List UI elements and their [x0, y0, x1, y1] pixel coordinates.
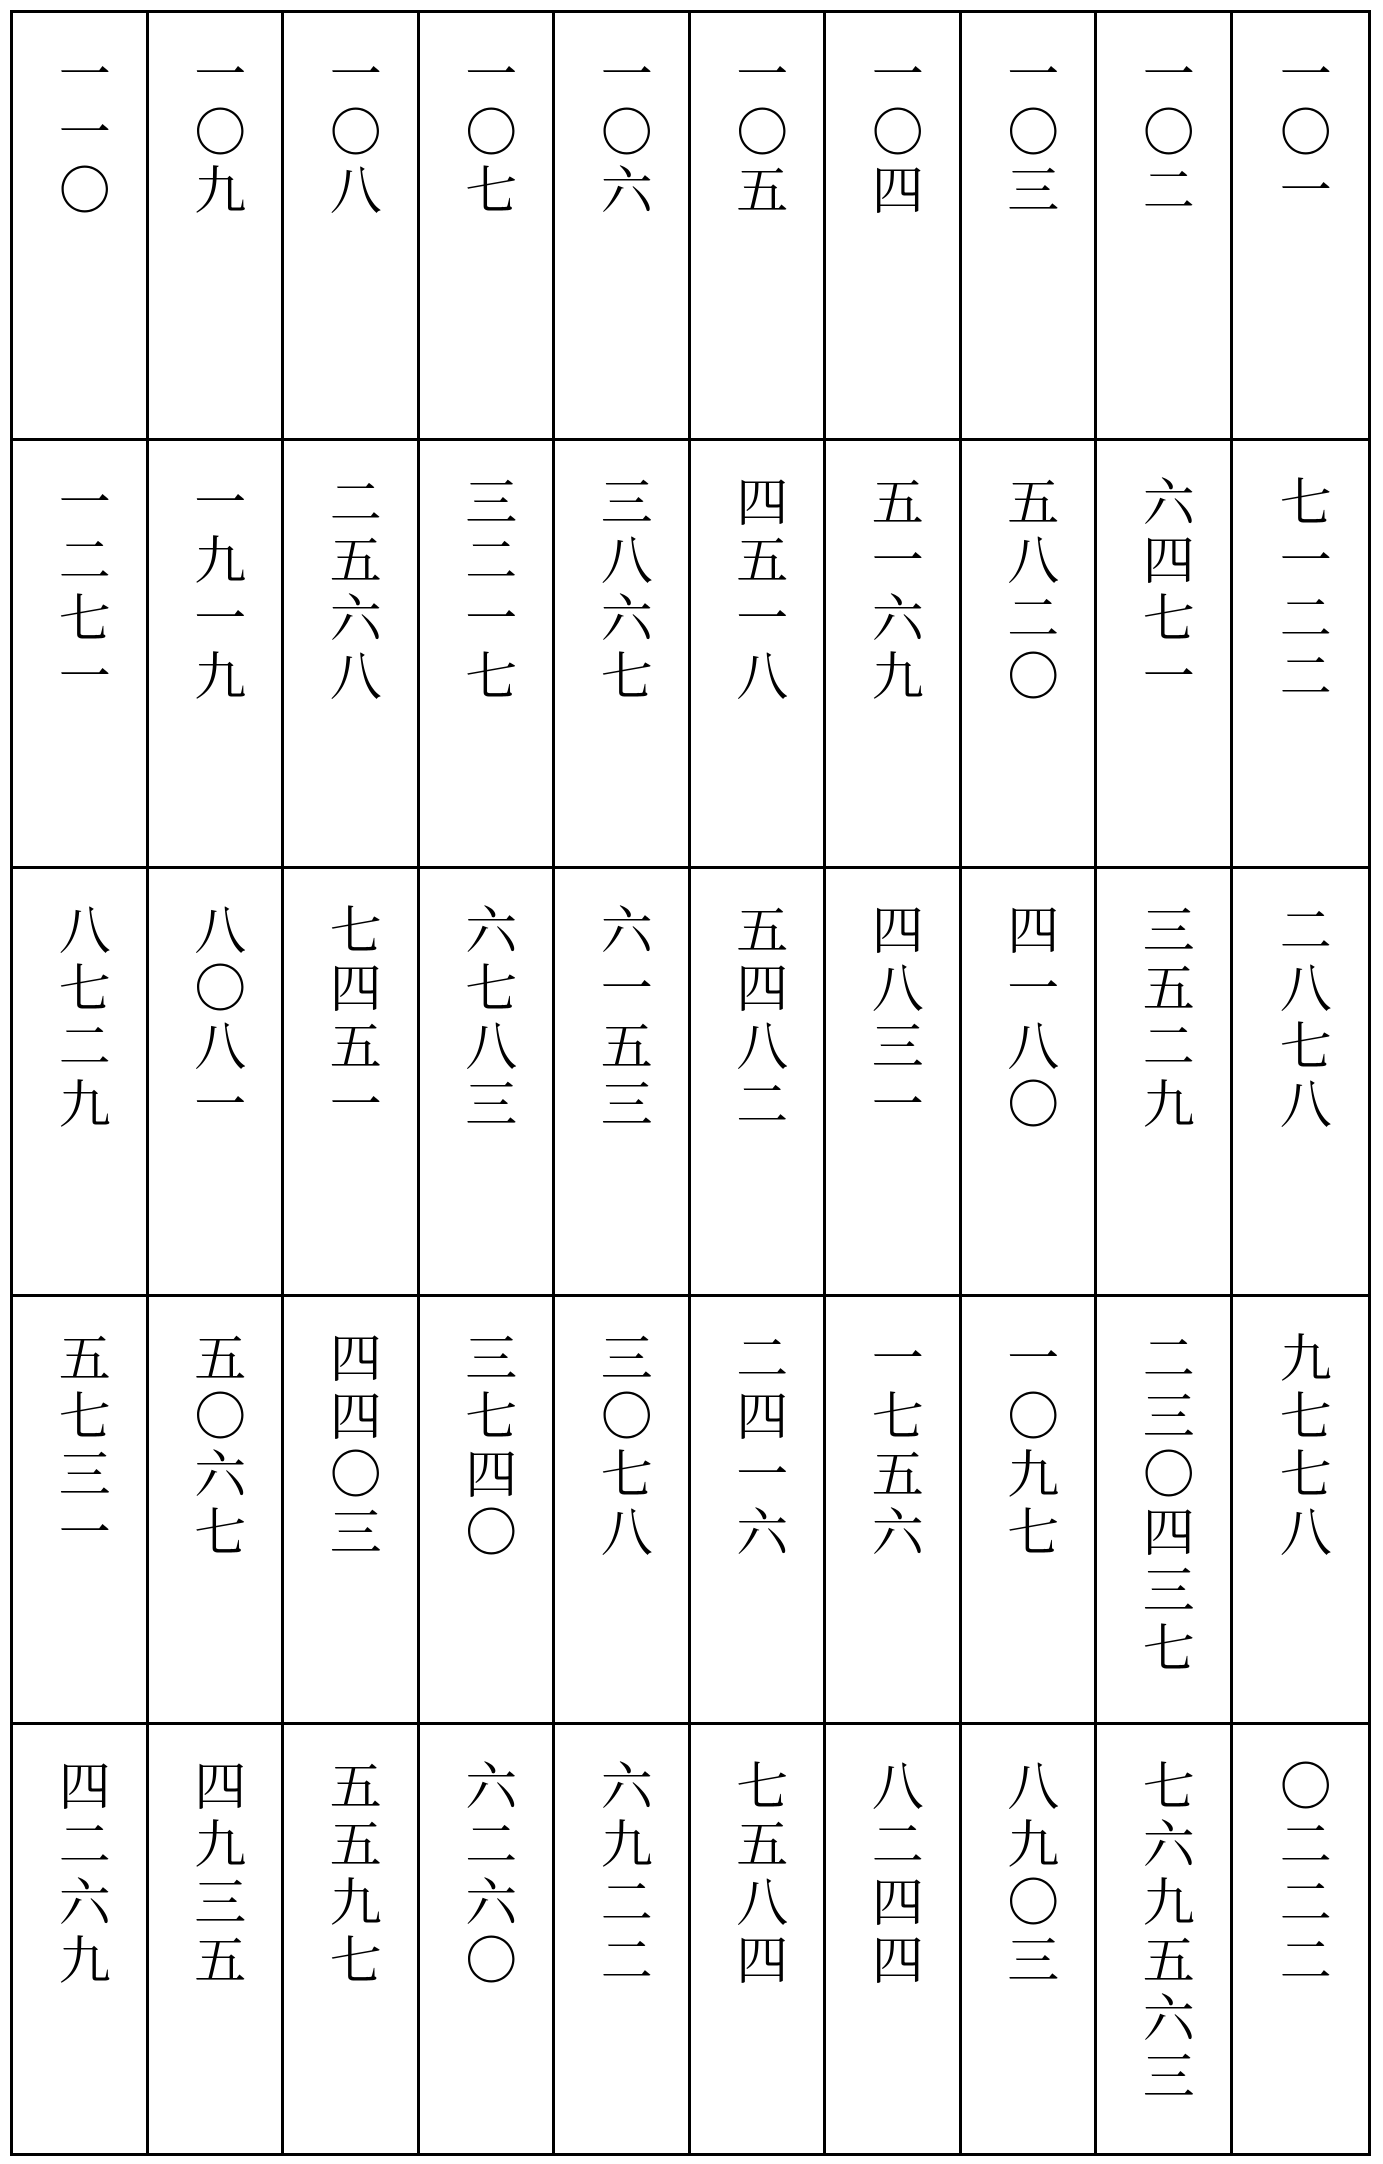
cell-text: 八九〇三	[997, 1759, 1058, 1991]
cell-text: 三〇七八	[591, 1331, 652, 1563]
cell-text: 四一八〇	[997, 903, 1058, 1135]
table-cell	[149, 441, 285, 869]
cell-text: 二三〇四三七	[1133, 1331, 1194, 1679]
cell-text: 三二一七	[455, 475, 516, 707]
table-cell	[13, 441, 149, 869]
cell-text: 一〇二	[1133, 47, 1194, 221]
table-cell	[1233, 869, 1369, 1297]
cell-text: 一九一九	[184, 475, 245, 707]
table-cell	[420, 1297, 556, 1725]
table-cell	[826, 1725, 962, 2153]
table-cell	[1097, 1297, 1233, 1725]
table-cell	[420, 869, 556, 1297]
cell-text: 四八三一	[862, 903, 923, 1135]
table-cell	[1097, 869, 1233, 1297]
cell-text: 四二六九	[49, 1759, 110, 1991]
table-cell	[555, 13, 691, 441]
table-cell	[691, 13, 827, 441]
table-cell	[1233, 441, 1369, 869]
cell-text: 五一六九	[862, 475, 923, 707]
cell-text: 五七三一	[49, 1331, 110, 1563]
cell-text: 六九二二	[591, 1759, 652, 1991]
table-cell	[1233, 1297, 1369, 1725]
cell-text: 四四〇三	[320, 1331, 381, 1563]
cell-text: 六七八三	[455, 903, 516, 1135]
cell-text: 一〇九	[184, 47, 245, 221]
numeral-table	[10, 10, 1371, 2156]
cell-text: 一一〇	[49, 47, 110, 221]
table-cell	[826, 1297, 962, 1725]
table-cell	[962, 1297, 1098, 1725]
table-cell	[420, 441, 556, 869]
cell-text: 一二七一	[49, 475, 110, 707]
table-cell	[962, 1725, 1098, 2153]
table-cell	[284, 1725, 420, 2153]
cell-text: 七一二二	[1270, 475, 1331, 707]
table-cell	[420, 1725, 556, 2153]
cell-text: 〇二二二	[1270, 1759, 1331, 1991]
table-cell	[691, 1725, 827, 2153]
cell-text: 一七五六	[862, 1331, 923, 1563]
cell-text: 二四一六	[726, 1331, 787, 1563]
cell-text: 七五八四	[726, 1759, 787, 1991]
table-cell	[13, 1297, 149, 1725]
cell-text: 八七二九	[49, 903, 110, 1135]
cell-text: 四五一八	[726, 475, 787, 707]
table-cell	[149, 869, 285, 1297]
table-cell	[284, 13, 420, 441]
cell-text: 七六九五六三	[1133, 1759, 1194, 2107]
table-cell	[149, 1725, 285, 2153]
cell-text: 二五六八	[320, 475, 381, 707]
table-cell	[555, 1725, 691, 2153]
cell-text: 六一五三	[591, 903, 652, 1135]
table-cell	[284, 1297, 420, 1725]
table-cell	[1233, 13, 1369, 441]
cell-text: 一〇九七	[997, 1331, 1058, 1563]
cell-text: 三五二九	[1133, 903, 1194, 1135]
table-cell	[1097, 13, 1233, 441]
table-cell	[149, 1297, 285, 1725]
cell-text: 三八六七	[591, 475, 652, 707]
table-cell	[826, 13, 962, 441]
cell-text: 五五九七	[320, 1759, 381, 1991]
table-cell	[284, 441, 420, 869]
cell-text: 八〇八一	[184, 903, 245, 1135]
cell-text: 四九三五	[184, 1759, 245, 1991]
table-cell	[1233, 1725, 1369, 2153]
table-cell	[962, 869, 1098, 1297]
table-cell	[1097, 1725, 1233, 2153]
table-cell	[691, 1297, 827, 1725]
table-cell	[962, 13, 1098, 441]
cell-text: 一〇一	[1270, 47, 1331, 221]
cell-text: 一〇七	[455, 47, 516, 221]
table-cell	[13, 13, 149, 441]
cell-text: 一〇五	[726, 47, 787, 221]
table-cell	[691, 869, 827, 1297]
table-cell	[555, 869, 691, 1297]
table-cell	[420, 13, 556, 441]
cell-text: 八二四四	[862, 1759, 923, 1991]
cell-text: 五八二〇	[997, 475, 1058, 707]
cell-text: 二八七八	[1270, 903, 1331, 1135]
cell-text: 一〇六	[591, 47, 652, 221]
table-cell	[555, 1297, 691, 1725]
cell-text: 五四八二	[726, 903, 787, 1135]
table-cell	[1097, 441, 1233, 869]
table-cell	[149, 13, 285, 441]
table-cell	[13, 1725, 149, 2153]
cell-text: 五〇六七	[184, 1331, 245, 1563]
table-cell	[555, 441, 691, 869]
cell-text: 三七四〇	[455, 1331, 516, 1563]
table-cell	[13, 869, 149, 1297]
table-cell	[284, 869, 420, 1297]
cell-text: 一〇三	[997, 47, 1058, 221]
cell-text: 七四五一	[320, 903, 381, 1135]
table-cell	[826, 441, 962, 869]
cell-text: 一〇四	[862, 47, 923, 221]
cell-text: 六二六〇	[455, 1759, 516, 1991]
table-cell	[691, 441, 827, 869]
cell-text: 九七七八	[1270, 1331, 1331, 1563]
cell-text: 六四七一	[1133, 475, 1194, 707]
cell-text: 一〇八	[320, 47, 381, 221]
table-cell	[826, 869, 962, 1297]
table-cell	[962, 441, 1098, 869]
